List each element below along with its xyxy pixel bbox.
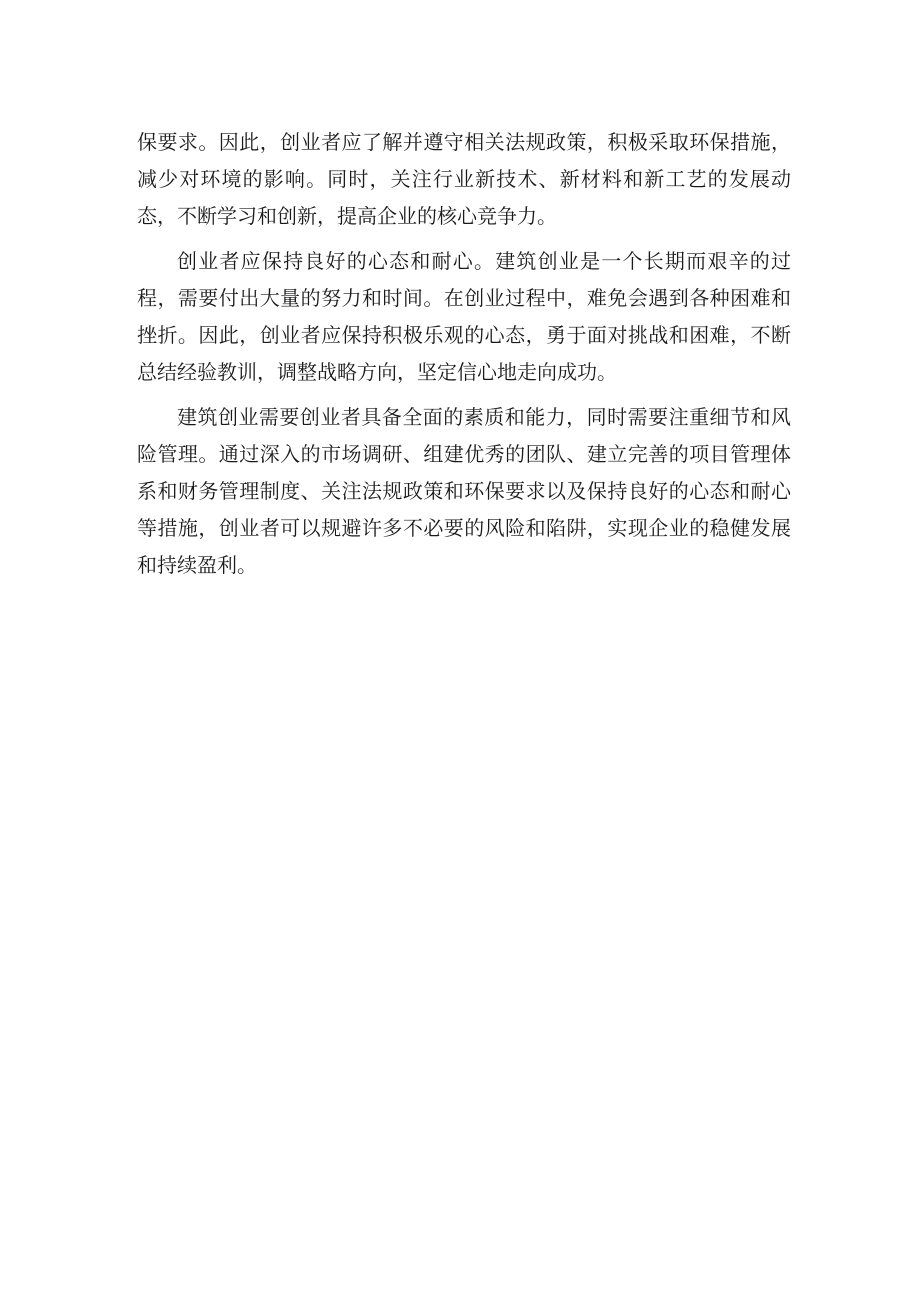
document-body (137, 124, 791, 592)
paragraph-conclusion: 建筑创业需要创业者具备全面的素质和能力，同时需要注重细节和风险管理。通过深入的市场调研、组建优秀的团队、建立完善的项目管理体系和财务管理制度、关注法规政策和环保要求以及保持良好的心态和耐心等措施，创业者可以规避许多不必要的风险和陷阱，实现企业的稳健发展和持续盈利。 (137, 405, 791, 577)
paragraph-continuation: 保要求。因此，创业者应了解并遵守相关法规政策，积极采取环保措施，减少对环境的影响。同时，关注行业新技术、新材料和新工艺的发展动态，不断学习和创新，提高企业的核心竞争力。 (137, 130, 791, 228)
paragraph-mindset: 创业者应保持良好的心态和耐心。建筑创业是一个长期而艰辛的过程，需要付出大量的努力和时间。在创业过程中，难免会遇到各种困难和挫折。因此，创业者应保持积极乐观的心态，勇于面对挑战和困难，不断总结经验教训，调整战略方向，坚定信心地走向成功。 (137, 249, 791, 384)
